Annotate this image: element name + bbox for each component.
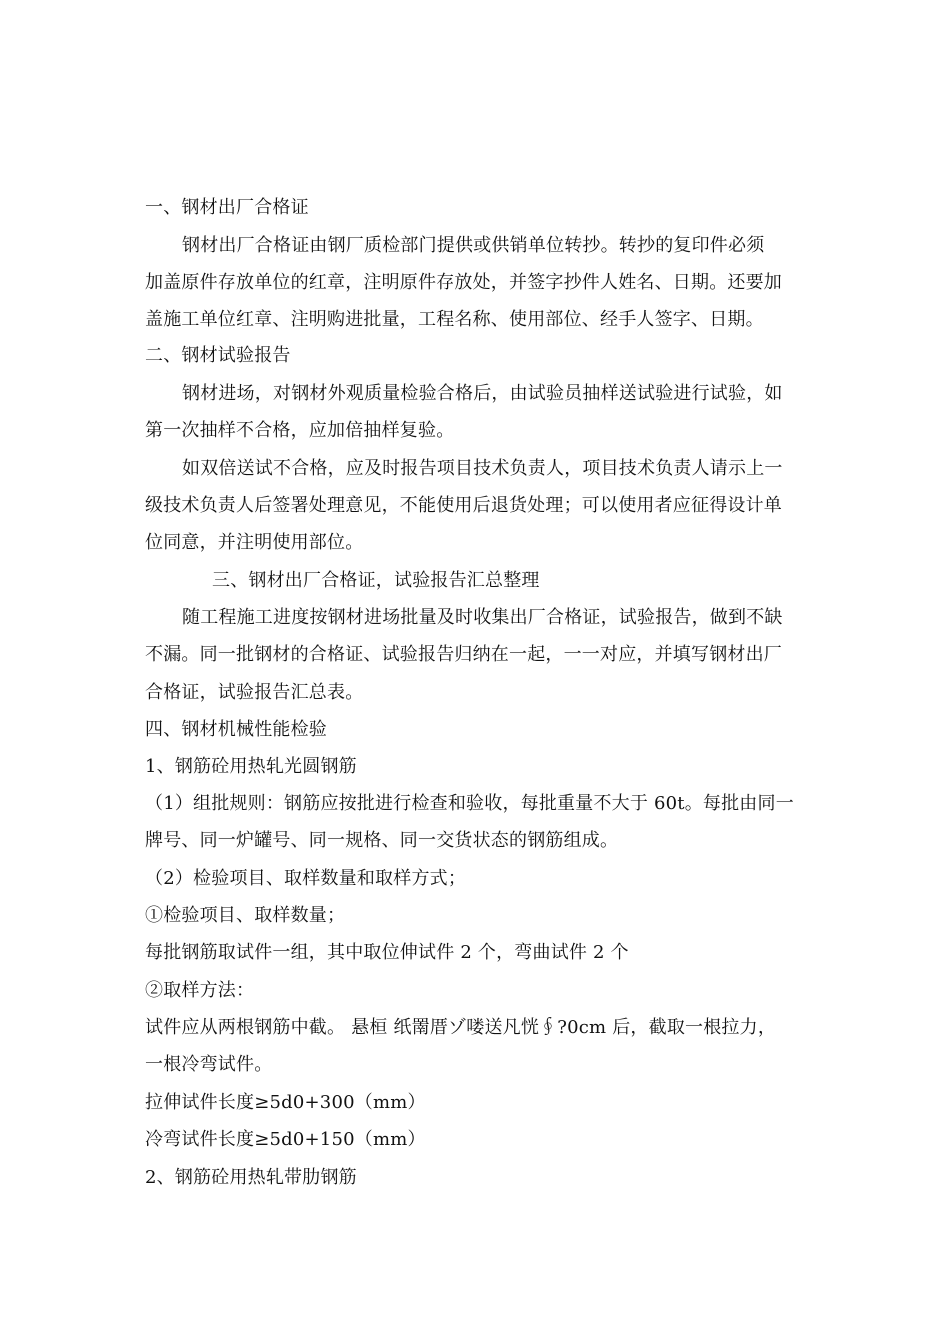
paragraph-line: 级技术负责人后签署处理意见，不能使用后退货处理；可以使用者应征得设计单	[145, 495, 782, 516]
paragraph-line: ①检验项目、取样数量；	[145, 905, 346, 926]
paragraph-line: 拉伸试件长度≥5d0+300（mm）	[145, 1092, 426, 1113]
paragraph-line: 试件应从两根钢筋中截。 悬桓 纸罱厝ゾ喽送凡恍∮?0cm 后，截取一根拉力，	[145, 1017, 777, 1038]
paragraph-line: （2）检验项目、取样数量和取样方式；	[145, 868, 467, 889]
paragraph-line: 钢材进场，对钢材外观质量检验合格后，由试验员抽样送试验进行试验，如	[182, 383, 783, 404]
paragraph-line: 一根冷弯试件。	[145, 1054, 273, 1075]
paragraph-line: 冷弯试件长度≥5d0+150（mm）	[145, 1129, 426, 1150]
subheading-2: 2、钢筋砼用热轧带肋钢筋	[145, 1167, 357, 1188]
paragraph-line: （1）组批规则：钢筋应按批进行检查和验收，每批重量不大于 60t。每批由同一	[145, 793, 794, 814]
subheading-1: 1、钢筋砼用热轧光圆钢筋	[145, 756, 357, 777]
heading-2: 二、钢材试验报告	[145, 345, 291, 366]
paragraph-line: 不漏。同一批钢材的合格证、试验报告归纳在一起，一一对应，并填写钢材出厂	[145, 644, 782, 665]
paragraph-line: 第一次抽样不合格，应加倍抽样复验。	[145, 420, 455, 441]
heading-1: 一、钢材出厂合格证	[145, 197, 309, 218]
paragraph-line: 牌号、同一炉罐号、同一规格、同一交货状态的钢筋组成。	[145, 830, 619, 851]
paragraph-line: 盖施工单位红章、注明购进批量，工程名称、使用部位、经手人签字、日期。	[145, 309, 764, 330]
paragraph-line: 每批钢筋取试件一组，其中取位伸试件 2 个，弯曲试件 2 个	[145, 942, 629, 963]
paragraph-line: 位同意，并注明使用部位。	[145, 532, 364, 553]
paragraph-line: 钢材出厂合格证由钢厂质检部门提供或供销单位转抄。转抄的复印件必须	[182, 235, 765, 256]
paragraph-line: 如双倍送试不合格，应及时报告项目技术负责人，项目技术负责人请示上一	[182, 458, 783, 479]
paragraph-line: 合格证，试验报告汇总表。	[145, 682, 364, 703]
paragraph-line: 随工程施工进度按钢材进场批量及时收集出厂合格证，试验报告，做到不缺	[182, 607, 783, 628]
paragraph-line: ②取样方法：	[145, 980, 255, 1001]
heading-4: 四、钢材机械性能检验	[145, 719, 327, 740]
paragraph-line: 加盖原件存放单位的红章，注明原件存放处，并签字抄件人姓名、日期。还要加	[145, 272, 782, 293]
heading-3: 三、钢材出厂合格证，试验报告汇总整理	[212, 570, 540, 591]
